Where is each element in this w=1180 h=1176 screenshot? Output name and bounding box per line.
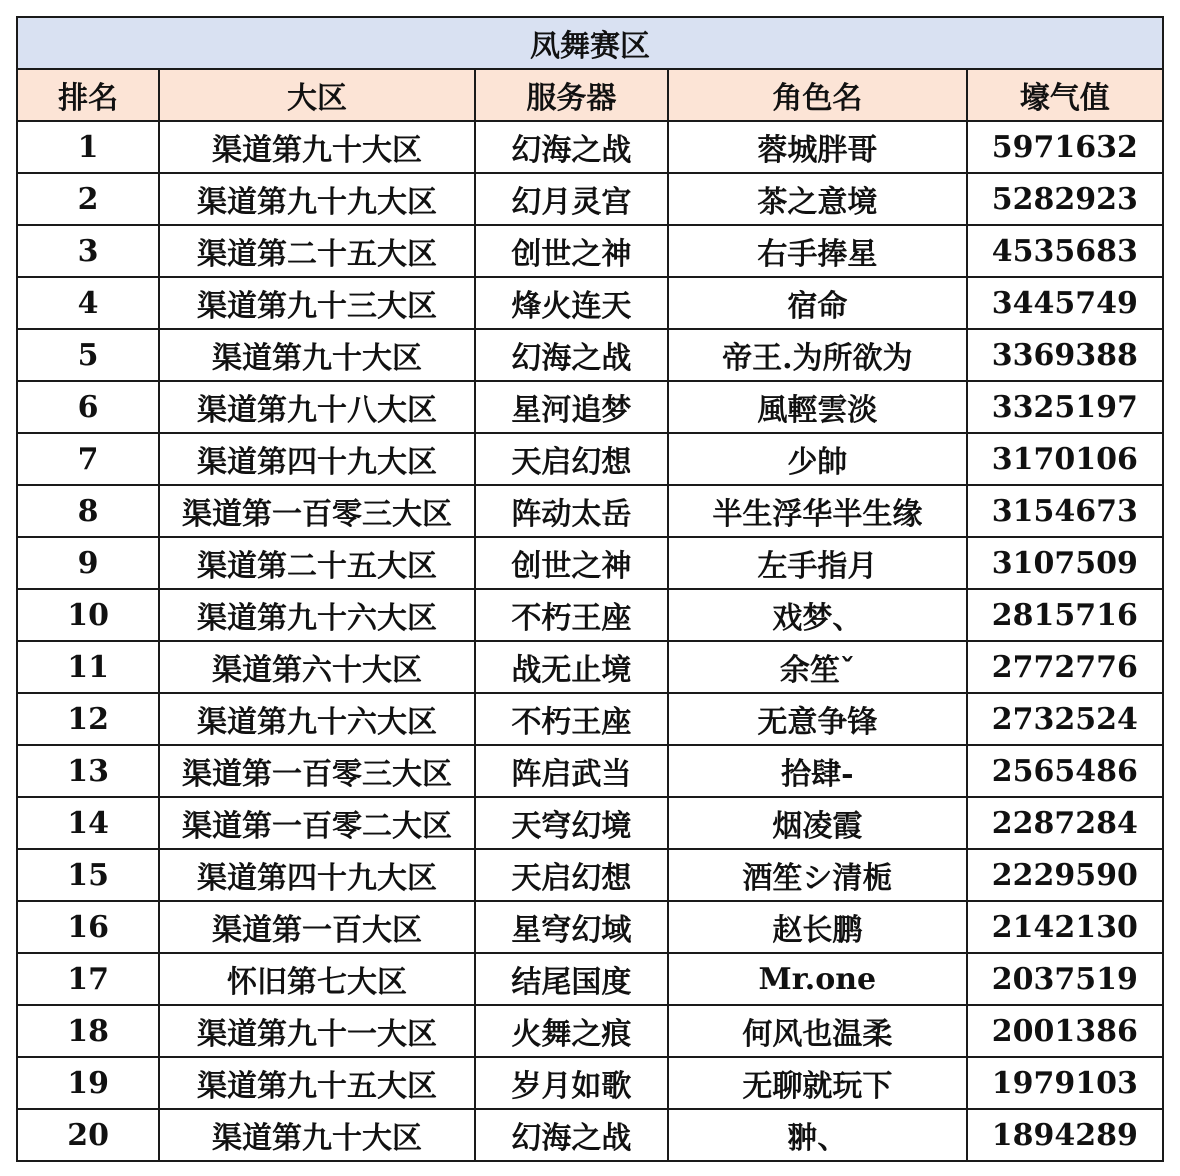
cell-value: 2732524 <box>967 693 1163 745</box>
table-row <box>17 693 1163 745</box>
cell-rank: 11 <box>17 641 159 693</box>
cell-role: 右手捧星 <box>668 225 967 277</box>
cell-region: 渠道第一百零二大区 <box>159 797 475 849</box>
cell-region: 渠道第二十五大区 <box>159 537 475 589</box>
cell-rank: 3 <box>17 225 159 277</box>
cell-server: 创世之神 <box>475 537 668 589</box>
cell-rank: 7 <box>17 433 159 485</box>
cell-rank: 6 <box>17 381 159 433</box>
cell-role: 少帥 <box>668 433 967 485</box>
cell-rank: 9 <box>17 537 159 589</box>
cell-region: 渠道第九十大区 <box>159 121 475 173</box>
cell-value: 5282923 <box>967 173 1163 225</box>
cell-value: 2287284 <box>967 797 1163 849</box>
cell-value: 5971632 <box>967 121 1163 173</box>
header-region: 大区 <box>159 69 475 121</box>
cell-server: 天穹幻境 <box>475 797 668 849</box>
cell-rank: 5 <box>17 329 159 381</box>
cell-value: 3154673 <box>967 485 1163 537</box>
cell-server: 火舞之痕 <box>475 1005 668 1057</box>
cell-server: 幻海之战 <box>475 121 668 173</box>
cell-rank: 12 <box>17 693 159 745</box>
cell-value: 2001386 <box>967 1005 1163 1057</box>
cell-region: 渠道第一百零三大区 <box>159 485 475 537</box>
table-title: 凤舞赛区 <box>17 17 1163 69</box>
cell-region: 渠道第九十三大区 <box>159 277 475 329</box>
cell-server: 星河追梦 <box>475 381 668 433</box>
cell-server: 烽火连天 <box>475 277 668 329</box>
cell-region: 渠道第四十九大区 <box>159 849 475 901</box>
table-row <box>17 277 1163 329</box>
cell-role: 烟凌霞 <box>668 797 967 849</box>
header-server: 服务器 <box>475 69 668 121</box>
cell-value: 2772776 <box>967 641 1163 693</box>
table-row <box>17 901 1163 953</box>
cell-value: 3325197 <box>967 381 1163 433</box>
cell-value: 2142130 <box>967 901 1163 953</box>
cell-value: 3107509 <box>967 537 1163 589</box>
table-row <box>17 953 1163 1005</box>
cell-rank: 10 <box>17 589 159 641</box>
table-row <box>17 225 1163 277</box>
cell-role: 翀、 <box>668 1109 967 1161</box>
table-row <box>17 745 1163 797</box>
cell-role: 蓉城胖哥 <box>668 121 967 173</box>
table-row <box>17 1057 1163 1109</box>
table-row <box>17 329 1163 381</box>
cell-value: 4535683 <box>967 225 1163 277</box>
cell-role: 无意争锋 <box>668 693 967 745</box>
table-row <box>17 797 1163 849</box>
cell-region: 渠道第一百大区 <box>159 901 475 953</box>
cell-rank: 19 <box>17 1057 159 1109</box>
cell-role: 何风也温柔 <box>668 1005 967 1057</box>
cell-server: 幻海之战 <box>475 1109 668 1161</box>
cell-region: 渠道第九十九大区 <box>159 173 475 225</box>
cell-server: 战无止境 <box>475 641 668 693</box>
header-role: 角色名 <box>668 69 967 121</box>
cell-value: 2229590 <box>967 849 1163 901</box>
cell-server: 创世之神 <box>475 225 668 277</box>
cell-server: 天启幻想 <box>475 849 668 901</box>
table-row <box>17 121 1163 173</box>
header-rank: 排名 <box>17 69 159 121</box>
cell-rank: 14 <box>17 797 159 849</box>
cell-region: 渠道第九十六大区 <box>159 693 475 745</box>
cell-value: 2815716 <box>967 589 1163 641</box>
cell-rank: 20 <box>17 1109 159 1161</box>
cell-server: 幻海之战 <box>475 329 668 381</box>
ranking-sheet <box>16 16 1164 1162</box>
cell-value: 1894289 <box>967 1109 1163 1161</box>
cell-role: 拾肆- <box>668 745 967 797</box>
table-row <box>17 485 1163 537</box>
cell-value: 3445749 <box>967 277 1163 329</box>
cell-server: 幻月灵宫 <box>475 173 668 225</box>
cell-rank: 15 <box>17 849 159 901</box>
cell-role: 酒笙シ清栀 <box>668 849 967 901</box>
cell-rank: 2 <box>17 173 159 225</box>
cell-region: 渠道第九十一大区 <box>159 1005 475 1057</box>
table-row <box>17 641 1163 693</box>
cell-role: 半生浮华半生缘 <box>668 485 967 537</box>
cell-role: 風輕雲淡 <box>668 381 967 433</box>
cell-value: 2565486 <box>967 745 1163 797</box>
cell-server: 天启幻想 <box>475 433 668 485</box>
cell-region: 渠道第九十五大区 <box>159 1057 475 1109</box>
cell-region: 渠道第一百零三大区 <box>159 745 475 797</box>
cell-region: 渠道第四十九大区 <box>159 433 475 485</box>
cell-value: 1979103 <box>967 1057 1163 1109</box>
cell-region: 渠道第二十五大区 <box>159 225 475 277</box>
table-row <box>17 589 1163 641</box>
table-row <box>17 1109 1163 1161</box>
cell-region: 渠道第九十大区 <box>159 1109 475 1161</box>
cell-region: 渠道第六十大区 <box>159 641 475 693</box>
cell-rank: 4 <box>17 277 159 329</box>
cell-server: 星穹幻域 <box>475 901 668 953</box>
cell-rank: 18 <box>17 1005 159 1057</box>
cell-role: 茶之意境 <box>668 173 967 225</box>
cell-rank: 1 <box>17 121 159 173</box>
cell-server: 阵启武当 <box>475 745 668 797</box>
ranking-table <box>16 16 1164 1162</box>
table-row <box>17 173 1163 225</box>
cell-role: 余笙ˇ <box>668 641 967 693</box>
cell-rank: 17 <box>17 953 159 1005</box>
cell-role: 赵长鹏 <box>668 901 967 953</box>
cell-value: 2037519 <box>967 953 1163 1005</box>
table-row <box>17 849 1163 901</box>
cell-role: 无聊就玩下 <box>668 1057 967 1109</box>
title-row <box>17 17 1163 69</box>
cell-region: 渠道第九十六大区 <box>159 589 475 641</box>
cell-rank: 16 <box>17 901 159 953</box>
cell-region: 渠道第九十八大区 <box>159 381 475 433</box>
cell-rank: 8 <box>17 485 159 537</box>
cell-role: 帝王.为所欲为 <box>668 329 967 381</box>
cell-role: Mr.one <box>668 953 967 1005</box>
table-row <box>17 1005 1163 1057</box>
cell-role: 戏梦、 <box>668 589 967 641</box>
cell-value: 3170106 <box>967 433 1163 485</box>
cell-value: 3369388 <box>967 329 1163 381</box>
cell-rank: 13 <box>17 745 159 797</box>
cell-server: 阵动太岳 <box>475 485 668 537</box>
cell-server: 岁月如歌 <box>475 1057 668 1109</box>
cell-server: 不朽王座 <box>475 693 668 745</box>
header-row <box>17 69 1163 121</box>
cell-role: 左手指月 <box>668 537 967 589</box>
cell-server: 结尾国度 <box>475 953 668 1005</box>
table-row <box>17 433 1163 485</box>
table-row <box>17 537 1163 589</box>
cell-role: 宿命 <box>668 277 967 329</box>
table-row <box>17 381 1163 433</box>
cell-server: 不朽王座 <box>475 589 668 641</box>
cell-region: 渠道第九十大区 <box>159 329 475 381</box>
header-value: 壕气值 <box>967 69 1163 121</box>
cell-region: 怀旧第七大区 <box>159 953 475 1005</box>
table-body <box>17 121 1163 1161</box>
